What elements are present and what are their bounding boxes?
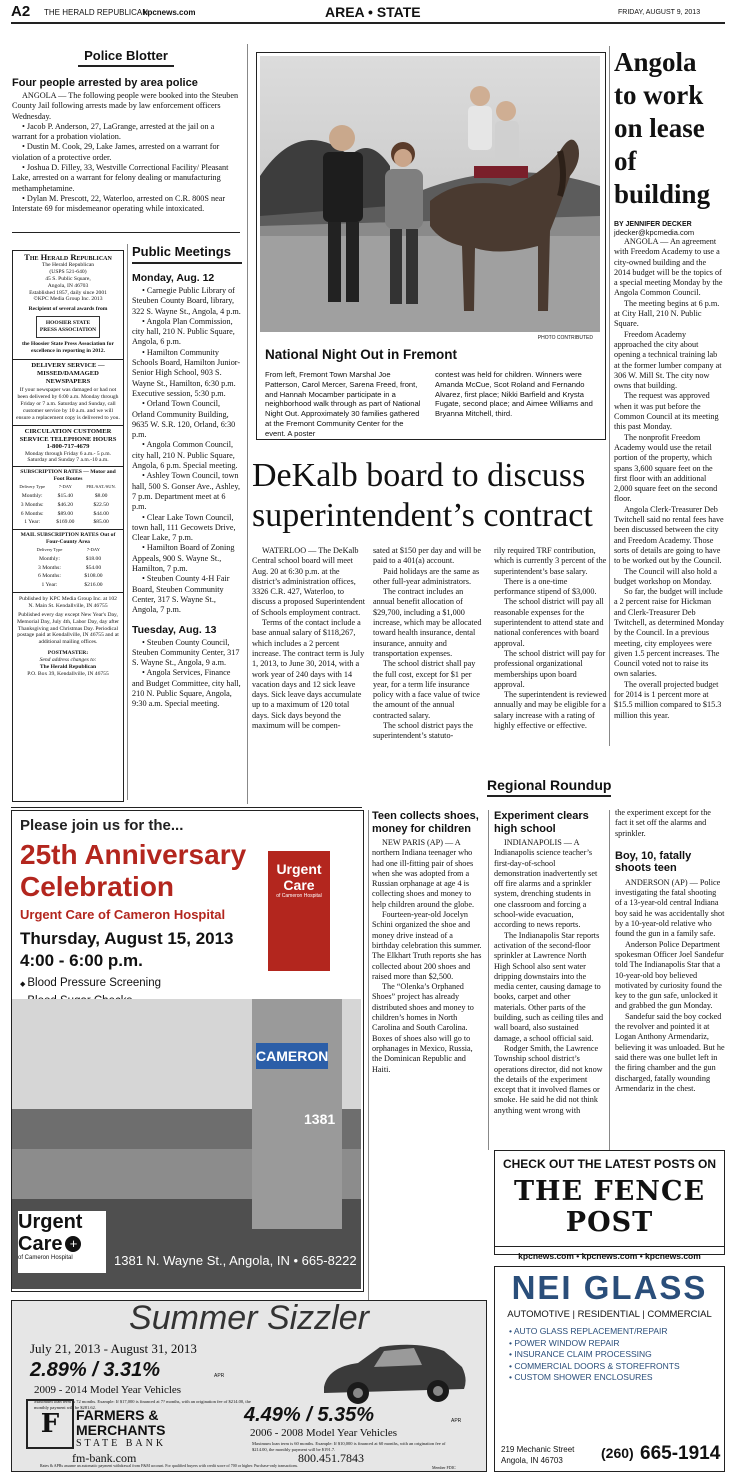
- postmaster-text: Send address changes to:: [39, 657, 97, 664]
- rate-row: [13, 510, 123, 519]
- rate-cell: $22.50: [93, 501, 109, 508]
- rate-cell: 1 Year:: [41, 582, 58, 589]
- teen-paragraph: Fourteen-year-old Jocelyn Schini organized the shoe and money drive instead of a birthday celebration this summer. The Elkhart Truth reports she has collected about 200 shoes and raised more than $2,500.: [372, 910, 482, 981]
- rates-table: [13, 483, 123, 527]
- fence-post-ad[interactable]: [494, 1150, 725, 1261]
- rate-row: [24, 555, 112, 564]
- rate-cell: 3 Months:: [38, 564, 61, 571]
- rate-col-header: FRI./SAT./SUN.: [86, 484, 116, 490]
- dekalb-headline: DeKalb board to discuss superintendent’s contract: [252, 457, 593, 534]
- dekalb-paragraph: The school district will pay for professional organizational memberships upon board approval.: [494, 648, 606, 689]
- rate-col-header: 7-DAY: [86, 546, 100, 552]
- info-line: (USPS 521-640): [49, 268, 87, 275]
- ad-address: 1381 N. Wayne St., Angola, IN • 665-8222: [114, 1253, 357, 1268]
- rate-cell: $216.00: [84, 582, 103, 589]
- meeting-item: • Angola Plan Commission, city hall, 210 N. Public Square, Angola, 6 p.m.: [132, 316, 235, 347]
- mail-rates-title: MAIL SUBSCRIPTION RATES Out of Four-County Area: [20, 532, 116, 546]
- nei-address-1: 219 Mechanic Street: [501, 1445, 575, 1454]
- nei-service-item: • POWER WINDOW REPAIR: [509, 1337, 620, 1348]
- sign-care: Care: [283, 877, 315, 893]
- rate-col-header: 7-DAY: [58, 484, 72, 490]
- logo-care: Care: [18, 1233, 63, 1255]
- rate-cell: $54.00: [85, 564, 102, 571]
- member-fdic: Member FDIC: [432, 1465, 456, 1470]
- hspa-logo: [36, 316, 100, 338]
- teen-shoes-story: [372, 810, 482, 1075]
- boy-paragraph: ANDERSON (AP) — Police investigating the fatal shooting of a 13-year-old central Indiana boy said he was accidentally shot by a 10-year-old relative who found the gun in a family safe.: [615, 877, 725, 939]
- teen-paragraph: NEW PARIS (AP) — A northern Indiana teenager who had one ill-fitting pair of shoes when she was adopted from a Russian orphanage at age 4 is collecting shoes and money to help children around the globe.: [372, 838, 475, 909]
- sign-address-number: 1381: [304, 1111, 336, 1127]
- urgent-care-ad: [11, 810, 364, 1292]
- photo-title: National Night Out in Fremont: [265, 347, 457, 362]
- rate-row: [24, 581, 112, 590]
- info-line: The Herald Republican: [41, 261, 95, 268]
- experiment-paragraph: The Indianapolis Star reports activation of the second-floor sprinkler at Lawrence North High School also sent water dripping downstairs into the media center, causing damage to books, carpet and other materials. Other parts of the building, such as ceiling tiles and wall board, also sustained damage, a school official said.: [494, 930, 604, 1043]
- delivery-text: If your newspaper was damaged or had not been delivered by 6:00 a.m. Monday through Friday or 7 a.m. Saturday and Sunday, call customer service by 10 a.m. and we will ensure a replacement copy is delivered to you.: [16, 387, 120, 421]
- national-night-out-photo: [260, 56, 600, 332]
- meeting-item: • Steuben County Council, Steuben Community Center, 317 S. Wayne St., Angola, 9 a.m.: [132, 637, 240, 668]
- boy-headline: Boy, 10, fatally shoots teen: [615, 849, 692, 875]
- rate-cell: $85.00: [93, 519, 109, 526]
- dekalb-paragraph: sated at $150 per day and will be paid to a 401(a) account.: [373, 546, 481, 566]
- fine-print-2: Maximum loan term is 60 months. Example: If $10,000 is financed at 60 months, with an origination fee of $214.00, the monthly payment will be $191.7.: [252, 1441, 446, 1452]
- photo-caption-left: From left, Fremont Town Marshal Joe Patterson, Carol Mercer, Sarena Freed, front, and Hannah Mocamber participate in a neighborhood walk through as part of National Night Out. Approximately 30 families gathered at the Fremont Community Center for the event. A poster: [265, 370, 421, 438]
- rate-2: 4.49% / 5.35%: [244, 1404, 375, 1426]
- rate-row: [13, 518, 123, 527]
- nei-area-code[interactable]: (260): [601, 1445, 634, 1461]
- dekalb-paragraph: The school district shall pay the full cost, except for $1 per year, for a term life insurance policy with a face value of twice the amount of the annual contracted salary.: [373, 659, 480, 720]
- rate-cell: $108.00: [84, 573, 103, 580]
- fm-logo: [26, 1399, 74, 1449]
- ad-anniversary: 25th Anniversary: [20, 839, 247, 870]
- award-title: Recipient of several awards from: [28, 306, 108, 313]
- car-image: [318, 1337, 468, 1411]
- rate-cell: Monthly:: [21, 492, 43, 499]
- rate-cell: $89.00: [57, 510, 74, 517]
- dekalb-paragraph: Paid holidays are the same as other full-year administrators.: [373, 566, 480, 586]
- rates-title: SUBSCRIPTION RATES — Motor and Foot Routes: [20, 469, 116, 483]
- mail-rates-table: [24, 546, 112, 590]
- section-title: AREA • STATE: [325, 4, 421, 20]
- delivery-title: DELIVERY SERVICE — MISSED/DAMAGED NEWSPAPERS: [31, 362, 105, 386]
- circulation-title: CIRCULATION CUSTOMER SERVICE TELEPHONE HOURS: [19, 427, 117, 443]
- photo-caption-right: contest was held for children. Winners were Amanda McCue, Scot Roland and Fernando Alvarez, first place; Nikki Barfield and Krysta Fugate, second place; and Aimee Williams and Bryanna Mitchell, third.: [435, 370, 593, 419]
- issue-date: FRIDAY, AUGUST 9, 2013: [618, 9, 701, 16]
- publication-info-box: [12, 250, 124, 802]
- boy-paragraph: Sandefur said the boy cocked the revolver and pointed it at Logan Anthony Armendariz, believing it was unloaded. But he said there was one bullet left in the firing chamber and the gun discharged, fatally wounding Armendariz in the chest.: [615, 1011, 725, 1093]
- angola-paragraph: Freedom Academy approached the city about opening a technical training lab at the former lumber company at 306 W. Mill St. The city now owns that building.: [614, 329, 722, 391]
- meeting-item: • Steuben County 4-H Fair Board, Steuben Community Center, 317 S. Wayne St., Angola, 7 p.m.: [132, 574, 230, 615]
- public-meetings: [132, 244, 242, 710]
- rate-row: [13, 492, 123, 501]
- ad-celebration: Celebration: [20, 871, 175, 902]
- bank-name-1: FARMERS &: [76, 1407, 159, 1423]
- photo-credit: PHOTO CONTRIBUTED: [537, 335, 593, 341]
- award-text: the Hoosier State Press Association for excellence in reporting in 2012.: [22, 341, 114, 355]
- photo-frame: [256, 52, 606, 440]
- summer-sizzler-ad: [11, 1300, 487, 1472]
- nei-subtitle: AUTOMOTIVE | RESIDENTIAL | COMMERCIAL: [507, 1309, 712, 1320]
- dekalb-paragraph: The school district will pay all reasonable expenses for the superintendent to attend state and national conferences with board approval.: [494, 597, 604, 648]
- meeting-day-monday: Monday, Aug. 12: [132, 272, 215, 284]
- ad-subtitle: Urgent Care of Cameron Hospital: [20, 907, 226, 922]
- rate-cell: $44.00: [93, 510, 109, 517]
- police-blotter: [12, 44, 240, 215]
- boy-paragraph: Anderson Police Department spokesman Officer Joel Sandefur told The Indianapolis Star that a 10-year-old boy believed motivated by curiosity found the key to the gun safe, unlocked it and grabbed the gun Monday.: [615, 939, 724, 1011]
- urgent-care-sign: [268, 851, 330, 971]
- postmaster-address: P.O. Box 39, Kendallville, IN 46755: [27, 670, 109, 677]
- police-blotter-header: Police Blotter: [78, 48, 174, 67]
- nei-address-2: Angola, IN 46703: [501, 1456, 563, 1465]
- site-url[interactable]: kpcnews.com: [143, 8, 196, 17]
- experiment-continued: the experiment except for the fact it set off the alarms and sprinkler.: [615, 808, 711, 838]
- info-line: Established 1857, daily since 2001: [29, 289, 107, 296]
- bank-name-3: STATE BANK: [76, 1438, 167, 1449]
- fence-logo: THE FENCE POST: [513, 1176, 706, 1238]
- nei-service-item: • CUSTOM SHOWER ENCLOSURES: [509, 1372, 653, 1382]
- blotter-paragraph: • Jacob P. Anderson, 27, LaGrange, arrested at the jail on a warrant for a probation violation.: [12, 121, 215, 142]
- fine-print-1: Maximum loan term is 72 months. Example: If $17,000 is financed at 7? months, with an origination fee of $214.00, the monthly payment will be $281.62.: [34, 1399, 251, 1410]
- experiment-paragraph: Rodger Smith, the Lawrence Township school district’s operations director, did not know the details of the experiment except that it involved flames or smoke. He said he did not think anything went wrong with: [494, 1043, 603, 1115]
- urgent-care-logo: [18, 1211, 106, 1273]
- hspa-logo-text: HOOSIER STATE PRESS ASSOCIATION: [39, 320, 97, 334]
- nei-phone[interactable]: 665-1914: [640, 1443, 721, 1464]
- police-blotter-headline: Four people arrested by area police: [12, 77, 198, 89]
- logo-cameron: of Cameron Hospital: [18, 1255, 73, 1261]
- info-line: Angola, IN 46703: [47, 282, 89, 289]
- ad-please-join: Please join us for the...: [20, 817, 184, 834]
- nei-title: NEI GLASS: [511, 1269, 708, 1306]
- dekalb-story: [252, 456, 607, 742]
- meeting-item: • Carnegie Public Library of Steuben County Board, library, 322 S. Wayne St., Angola, 4 p.m.: [132, 286, 241, 316]
- meeting-item: • Angola Common Council, city hall, 210 N. Public Square, Angola, 6 p.m. Special meeting.: [132, 440, 238, 471]
- rate-cell: 1 Year:: [24, 519, 41, 526]
- nei-service-item: • INSURANCE CLAIM PROCESSING: [509, 1349, 652, 1359]
- dekalb-paragraph: The school district pays the superintendent’s statuto-: [373, 721, 474, 741]
- meeting-item: • Hamilton Community Schools Board, Hamilton Junior-Senior High School, 903 S. Wayne St., Hamilton, 6:30 p.m. Executive session, 5:30 p.m.: [132, 347, 241, 398]
- rate-row: [24, 572, 112, 581]
- angola-paragraph: The meeting begins at 6 p.m. at City Hall, 210 N. Public Square.: [614, 298, 720, 329]
- ad-bullet: [20, 975, 161, 993]
- postmaster-name: The Herald Republican: [39, 664, 97, 671]
- sign-cameron-banner: CAMERON: [256, 1043, 328, 1069]
- angola-paragraph: ANGOLA — An agreement with Freedom Academy to use a city-owned building and the 2014 budget will be the topics of a special meeting Monday by the Angola Common Council.: [614, 237, 723, 298]
- dekalb-paragraph: There is a one-time performance stipend of $3,000.: [494, 576, 597, 597]
- postmaster-label: POSTMASTER:: [47, 650, 89, 657]
- blotter-paragraph: ANGOLA — The following people were booked into the Steuben County Jail following arrests made by law enforcement officers Wednesday.: [12, 91, 239, 121]
- logo-urgent: Urgent: [18, 1211, 83, 1233]
- blotter-paragraph: • Joshua D. Filley, 33, Westville Correctional Facility/ Pleasant Lake, arrested on a warrant for felony dealing or manufacturing methamphetamine.: [12, 163, 229, 193]
- paper-name: THE HERALD REPUBLICAN: [44, 8, 149, 17]
- experiment-paragraph: INDIANAPOLIS — A Indianapolis science teacher’s first-day-of-school demonstration inadvertently set off fire alarms and a sprinkler system, drenching students in one classroom and forcing a school-wide evacuation, according to news reports.: [494, 838, 598, 930]
- rate-cell: Monthly:: [39, 555, 60, 562]
- experiment-story: [494, 810, 604, 1116]
- rate-row: [24, 564, 112, 573]
- ad-time: 4:00 - 6:00 p.m.: [20, 951, 143, 970]
- meeting-day-tuesday: Tuesday, Aug. 13: [132, 623, 217, 636]
- rate-cell: $169.00: [56, 519, 75, 526]
- sign-cameron: of Cameron Hospital: [276, 893, 322, 899]
- experiment-headline: Experiment clears high school: [494, 810, 589, 835]
- boy-story: [615, 808, 725, 1094]
- dekalb-paragraph: WATERLOO — The DeKalb Central school board will meet Aug. 20 at 6:30 p.m. at the district’s administration offices, 3326 C.R. 427, Waterloo, to discuss a proposed Superintendent of Schools employment contract.: [252, 546, 366, 617]
- ad-bullet-text: Blood Pressure Screening: [27, 977, 161, 989]
- dekalb-paragraph: Terms of the contact include a base annual salary of $118,267, which includes a 2 percent increase. The contract term is July 1, 2013, to June 30, 2014, with a work year of 240 days with 14 vacation days and 12 sick leave days. Sick leave days accumulate up to a maximum of 120 total days. Sick days beyond the maximum will be compen-: [252, 618, 365, 731]
- apr-label-2: APR: [451, 1418, 462, 1424]
- angola-paragraph: Angola Clerk-Treasurer Deb Twitchell said no rental fees have been discussed between the city and Freedom Academy. Those sorts of details are going to have to be worked out by the Council.: [614, 504, 724, 566]
- dekalb-paragraph: The superintendent is reviewed annually and may be eligible for a salary increase with a rating of highly effective or effective.: [494, 690, 607, 731]
- ad-date: Thursday, August 15, 2013: [20, 929, 234, 948]
- nei-service-item: • COMMERCIAL DOORS & STOREFRONTS: [509, 1360, 680, 1371]
- teen-paragraph: The “Olenka’s Orphaned Shoes” project has already distributed shoes and money to children’s homes in North Carolina and South Carolina. Boxes of shoes also will go to orphanages in Mexico, Russia, the Dominican Republic and Haiti.: [372, 982, 474, 1074]
- regional-roundup-header: Regional Roundup: [487, 777, 611, 797]
- meeting-item: • Hamilton Board of Zoning Appeals, 900 S. Wayne St., Hamilton, 7 p.m.: [132, 543, 235, 574]
- dekalb-paragraph: The contract includes an annual benefit allocation of $29,700, including a $1,000 increase, which may be allocated toward health insurance, dental insurance, annuity and transportation expenses.: [373, 587, 482, 658]
- fm-logo-mark: F: [40, 1409, 60, 1439]
- meeting-item: • Angola Services, Finance and Budget Committee, city hall, 210 N. Public Square, Angola, 9:30 a.m. Special meeting.: [132, 668, 241, 709]
- info-title: The Herald Republican: [24, 252, 112, 262]
- page-number: A2: [11, 3, 31, 20]
- blotter-paragraph: • Dylan M. Prescott, 22, Waterloo, arrested on C.R. 800S near Interstate 69 for misdemeanor operating while intoxicated.: [12, 193, 226, 214]
- years-1: 2009 - 2014 Model Year Vehicles: [34, 1384, 182, 1396]
- rate-cell: 6 Months:: [38, 573, 61, 580]
- meeting-item: • Orland Town Council, Orland Community Building, 9635 W. S.R. 120, Orland, 6:30 p.m.: [132, 399, 236, 440]
- angola-story: [614, 46, 724, 721]
- nei-service-item: • AUTO GLASS REPLACEMENT/REPAIR: [509, 1326, 668, 1336]
- teen-headline: Teen collects shoes, money for children: [372, 810, 479, 835]
- nei-glass-ad: [494, 1266, 725, 1472]
- rate-col-header: Delivery Type: [19, 484, 46, 490]
- rate-col-header: Delivery Type: [36, 546, 63, 552]
- years-2: 2006 - 2008 Model Year Vehicles: [250, 1427, 398, 1439]
- rate-cell: $18.00: [85, 555, 102, 562]
- dekalb-paragraph: rily required TRF contribution, which is currently 3 percent of the superintendent’s base salary.: [494, 546, 607, 576]
- public-meetings-header: Public Meetings: [132, 244, 242, 264]
- rate-cell: $46.20: [57, 501, 74, 508]
- bank-name-2: MERCHANTS: [76, 1422, 166, 1438]
- sign-urgent: Urgent: [276, 861, 322, 877]
- rate-row: [13, 501, 123, 510]
- blotter-paragraph: • Dustin M. Cook, 29, Lake James, arrested on a warrant for violation of a protective order.: [12, 142, 220, 162]
- angola-paragraph: The request was approved when it was put before the Common Council at its meeting this past Monday.: [614, 391, 719, 432]
- sizzler-dates: July 21, 2013 - August 31, 2013: [30, 1341, 197, 1356]
- fence-top: CHECK OUT THE LATEST POSTS ON: [502, 1157, 717, 1171]
- bank-website[interactable]: fm-bank.com: [72, 1451, 137, 1465]
- apr-label-1: APR: [214, 1373, 225, 1379]
- circulation-hours: Monday through Friday 6 a.m.- 5 p.m. Saturday and Sunday 7 a.m.-10 a.m.: [24, 450, 112, 464]
- diamond-bullet-icon: ◆: [20, 981, 26, 988]
- sizzler-title: Summer Sizzler: [129, 1300, 369, 1337]
- cross-icon: +: [65, 1236, 81, 1252]
- circulation-phone: 1-800-717-4679: [46, 442, 90, 450]
- angola-paragraph: So far, the budget will include a 2 percent raise for Hickman and Clerk-Treasurer Deb Twitchell, as determined Monday by the Council. In a previous meeting, city employees were given 1.5 percent increases. The Council voted not to raise its own salaries.: [614, 587, 724, 679]
- angola-paragraph: The Council will also hold a budget workshop on Monday.: [614, 566, 718, 586]
- meeting-item: • Clear Lake Town Council, town hall, 111 Gecowets Drive, Clear Lake, 7 p.m.: [132, 512, 236, 543]
- rate-cell: $8.00: [94, 492, 108, 499]
- rate-cell: $15.40: [57, 492, 74, 499]
- fence-bottom: kpcnews.com • kpcnews.com • kpcnews.com: [495, 1246, 724, 1261]
- publisher-text: Published by KPC Media Group Inc. at 102 N. Main St. Kendallville, IN 46755: [19, 595, 117, 609]
- rate-cell: 6 Months:: [20, 510, 44, 517]
- angola-byline: BY JENNIFER DECKER: [614, 221, 692, 228]
- rate-cell: 3 Months:: [20, 501, 44, 508]
- angola-paragraph: The nonprofit Freedom Academy would use the retail portion of the property, which spans 3,600 square feet on the first floor with an additional 2,000 square feet on the second floor.: [614, 432, 718, 504]
- angola-paragraph: The overall projected budget for 2014 is 1 percent more at $15.5 million compared to $15.3 million this year.: [614, 679, 722, 720]
- info-line: 45 S. Public Square,: [45, 275, 91, 282]
- published-text: Published every day except New Year's Day, Memorial Day, July 4th, Labor Day, day after Thanksgiving and Christmas Day. Periodical postage paid at Kendallville, IN 46755 and at additional mailing offices.: [16, 611, 120, 646]
- angola-headline: Angola to work on lease of building: [614, 47, 711, 209]
- meeting-item: • Ashley Town Council, town hall, 500 S. Gonser Ave., Ashley, 7 p.m. Department meet at 6 p.m.: [132, 471, 241, 512]
- sizzler-disclaimer: Rates & APRs assume an automatic payment withdrawal from F&M account. For qualified buyers with credit score of 700 or higher. Purchase-only transactions.: [40, 1463, 299, 1468]
- info-line: ©KPC Media Group Inc. 2013: [33, 296, 103, 303]
- rate-1: 2.89% / 3.31%: [30, 1359, 161, 1381]
- angola-email: jdecker@kpcmedia.com: [614, 228, 695, 237]
- bank-phone[interactable]: 800.451.7843: [298, 1451, 364, 1465]
